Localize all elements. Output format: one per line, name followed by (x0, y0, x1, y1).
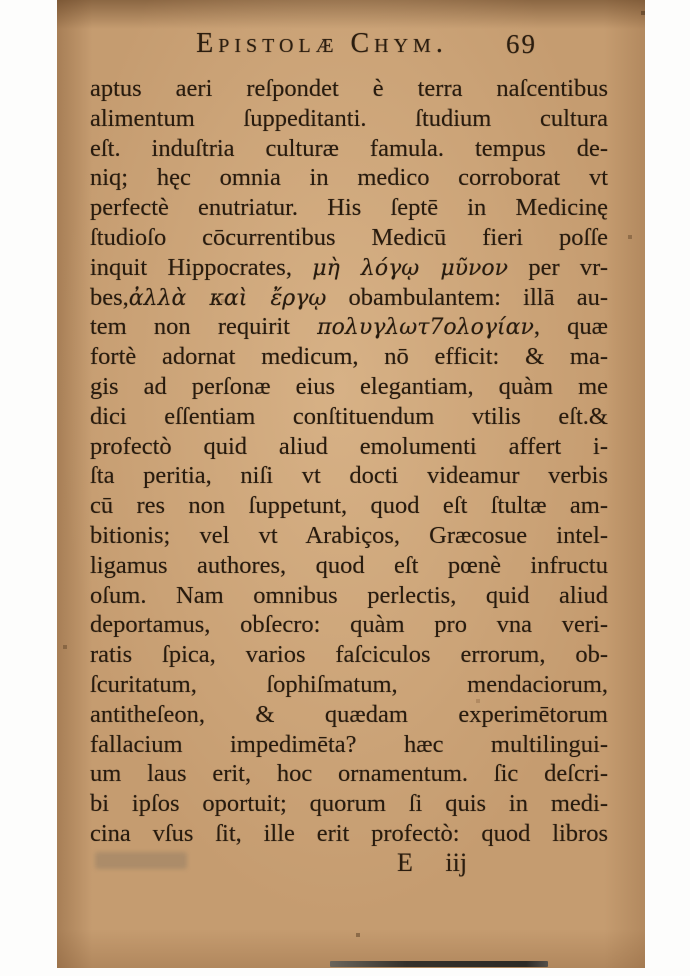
text-line (90, 670, 608, 700)
latin-text: oſum. Nam omnibus perlectis, quid aliud (90, 581, 608, 609)
latin-text: obambulantem: illā au- (326, 283, 608, 311)
latin-text: , quæ (533, 313, 608, 341)
latin-text: fallacium impedimēta? hæc multilingui- (90, 730, 608, 758)
latin-text: aptus aeri reſpondet è terra naſcentibus (90, 75, 608, 102)
latin-text: inquit Hippocrates, (90, 253, 313, 281)
text-line (90, 342, 608, 372)
latin-text: ſcuritatum, ſophiſmatum, mendaciorum, (90, 670, 608, 698)
text-line (90, 312, 608, 342)
signature-mark: E iij (397, 848, 468, 877)
text-line (90, 253, 608, 283)
body-text (90, 74, 608, 849)
text-line (90, 640, 608, 670)
latin-text: bi ipſos oportuit; quorum ſi quis in medi- (90, 790, 608, 818)
latin-text: cū res non ſuppetunt, quod eſt ſtultæ am- (90, 492, 608, 520)
text-line (90, 402, 608, 432)
text-line (90, 730, 608, 760)
text-line (90, 581, 608, 611)
latin-text: ſtudioſo cōcurrentibus Medicū fieri poſſe (90, 223, 608, 251)
running-header-title: Epistolæ Chym. (196, 28, 448, 59)
text-line (90, 193, 608, 223)
latin-text: ſta peritia, niſi vt docti videamur verbis (90, 462, 608, 490)
text-line (90, 491, 608, 521)
latin-text: perfectè enutriatur. His ſeptē in Medicinę (90, 194, 608, 222)
text-line (90, 283, 608, 313)
latin-text: ratis ſpica, varios faſciculos errorum, ob- (90, 641, 608, 669)
latin-text: eſt. induſtria culturæ famula. tempus de- (90, 134, 608, 162)
text-line (90, 551, 608, 581)
latin-text: fortè adornat medicum, nō efficit: & ma- (90, 343, 608, 371)
text-line (90, 74, 608, 104)
latin-text: cina vſus ſit, ille erit profectò: quod libros (90, 819, 608, 847)
text-line (90, 521, 608, 551)
text-line (90, 759, 608, 789)
latin-text: alimentum ſuppeditanti. ſtudium cultura (90, 104, 608, 132)
text-line (90, 700, 608, 730)
text-line (90, 461, 608, 491)
latin-text: deportamus, obſecro: quàm pro vna veri- (90, 611, 608, 639)
scan-artifact-bar (330, 961, 548, 967)
latin-text: antitheſeon, & quædam experimētorum (90, 700, 608, 728)
greek-phrase: μὴ λόγῳ μῦνον (312, 255, 509, 281)
text-line (90, 104, 608, 134)
text-line (90, 163, 608, 193)
latin-text: bes, (90, 283, 129, 311)
latin-text: profectò quid aliud emolumenti affert i- (90, 432, 608, 460)
greek-phrase: ἀλλὰ καὶ ἔργῳ (128, 285, 327, 311)
text-line (90, 372, 608, 402)
latin-text: tem non requirit (90, 313, 318, 341)
text-line (90, 223, 608, 253)
text-line (90, 610, 608, 640)
text-line (90, 789, 608, 819)
text-line (90, 134, 608, 164)
ink-bleed-smudge (95, 852, 187, 869)
text-line (90, 432, 608, 462)
latin-text: gis ad perſonæ eius elegantiam, quàm me (90, 372, 608, 400)
latin-text: ligamus authores, quod eſt pœnè infructu (90, 551, 608, 579)
ink-specks (57, 0, 59, 2)
running-header (57, 28, 645, 60)
text-line (90, 819, 608, 849)
latin-text: bitionis; vel vt Arabiços, Græcosue intel- (90, 521, 608, 549)
latin-text: um laus erit, hoc ornamentum. ſic deſcri- (90, 760, 608, 788)
page-number: 69 (506, 29, 537, 59)
latin-text: niq; hęc omnia in medico corroborat vt (90, 164, 608, 192)
book-page-paper (57, 0, 645, 968)
latin-text: per vr- (508, 253, 609, 281)
latin-text: dici eſſentiam conſtituendum vtilis eſt.& (90, 402, 608, 430)
greek-phrase: πολυγλωτ7ολογίαν (317, 315, 534, 341)
